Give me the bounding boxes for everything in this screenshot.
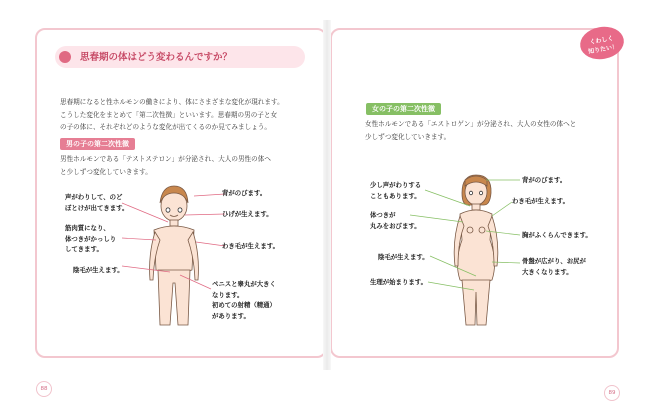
boy-section-tag: 男の子の第二次性徴 [60,138,135,150]
annotation-line: 筋肉質になり、 [65,224,110,232]
annotation-line: 生理が始まります。 [370,278,428,286]
page-title: 思春期の体はどう変わるんですか？ [80,52,233,63]
girl-annotation-breast [522,230,592,241]
boy-annotation-voice [65,192,128,213]
annotation-line: 声がわりして、のど [65,193,123,201]
boy-annotation-armpit [222,241,279,252]
girl-annotation-height [522,175,566,186]
annotation-line: ひげが生えます。 [222,210,273,218]
annotation-line: 背がのびます。 [522,176,567,184]
page-number-right: 89 [604,385,620,401]
annotation-line: 少し声がわりする [370,181,422,189]
girl-desc-line: 少しずつ変化していきます。 [365,132,451,141]
girl-annotation-roundness [370,210,421,231]
badge-line: 知りたい！ [587,43,619,56]
girl-annotation-pelvis [522,256,586,277]
girl-annotation-voice [370,180,421,201]
intro-line: の子の体に、それぞれどのような変化が出てくるのか見てみましょう。 [60,123,271,132]
annotation-line: 骨盤が広がり、お尻が [522,257,586,265]
boy-annotation-height [222,188,266,199]
annotation-line: わき毛が生えます。 [512,197,570,205]
annotation-line: してきます。 [65,245,103,253]
annotation-line: 丸みをおびます。 [370,221,421,230]
girl-annotation-pubic-hair [378,252,429,263]
intro-line: 思春期になると性ホルモンの働きにより、体にさまざまな変化が現れます。 [60,98,284,106]
girl-annotation-armpit [512,196,569,207]
annotation-line: 大きくなります。 [522,267,573,276]
annotation-line: わき毛が生えます。 [222,242,280,250]
boy-desc-line: と少しずつ変化していきます。 [60,167,152,176]
annotation-line: 陰毛が生えます。 [73,266,124,274]
girl-section-tag: 女の子の第二次性徴 [366,103,441,115]
annotation-line: なります。 [212,290,244,299]
annotation-line: 体つきが [370,211,396,219]
boy-annotation-beard [222,209,273,220]
boy-figure [150,186,199,325]
page-number-left: 88 [36,381,52,397]
annotation-line: こともあります。 [370,191,421,200]
annotation-line: 背がのびます。 [222,189,267,197]
badge-line: くわしく [589,35,614,47]
boy-annotation-pubic-hair [73,265,124,276]
annotation-line: 陰毛が生えます。 [378,253,429,261]
annotation-line: ぼとけが出てきます。 [65,203,129,212]
boy-annotation-muscle [65,223,116,255]
intro-line: こうした変化をまとめて「第二次性徴」といいます。思春期の男の子と女 [60,110,278,119]
girl-figure [454,175,498,325]
girl-annotation-period [370,277,427,288]
annotation-line: ペニスと睾丸が大きく [212,280,276,288]
boy-desc-line: 男性ホルモンである「テストステロン」が分泌され、大人の男性の体へ [60,155,271,163]
annotation-line: 胸がふくらんできます。 [522,231,592,239]
annotation-line: があります。 [212,311,250,320]
annotation-line: 初めての射精（精通） [212,301,276,309]
annotation-line: 体つきがかっしり [65,234,117,243]
girl-desc-line: 女性ホルモンである「エストロゲン」が分泌され、大人の女性の体へと [365,120,577,128]
boy-annotation-genital [212,279,276,321]
